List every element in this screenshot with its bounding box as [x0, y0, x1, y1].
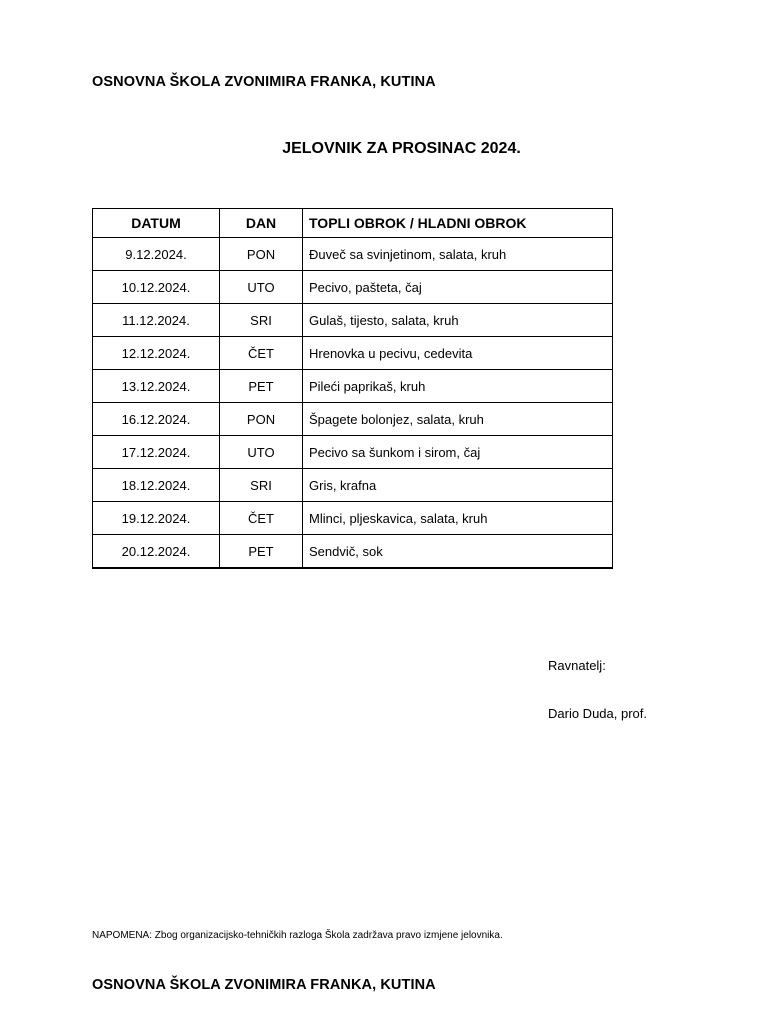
day-cell: PON [220, 238, 303, 271]
meal-cell: Gris, krafna [303, 469, 613, 502]
table-row [93, 337, 613, 370]
day-cell: ČET [220, 337, 303, 370]
page-title: JELOVNIK ZA PROSINAC 2024. [282, 140, 521, 157]
meal-cell: Mlinci, pljeskavica, salata, kruh [303, 502, 613, 535]
meal-cell: Pecivo, pašteta, čaj [303, 271, 613, 304]
meal-cell: Pileći paprikaš, kruh [303, 370, 613, 403]
school-name-footer: OSNOVNA ŠKOLA ZVONIMIRA FRANKA, KUTINA [92, 977, 436, 993]
day-cell: PON [220, 403, 303, 436]
meal-cell: Pecivo sa šunkom i sirom, čaj [303, 436, 613, 469]
day-cell: PET [220, 535, 303, 569]
date-cell: 11.12.2024. [93, 304, 220, 337]
meal-cell: Đuveč sa svinjetinom, salata, kruh [303, 238, 613, 271]
column-header-dan: DAN [220, 209, 303, 238]
footer-note: NAPOMENA: Zbog organizacijsko-tehničkih razloga Škola zadržava pravo izmjene jelovnika. [92, 930, 503, 941]
date-cell: 17.12.2024. [93, 436, 220, 469]
date-cell: 13.12.2024. [93, 370, 220, 403]
table-row [93, 271, 613, 304]
date-cell: 12.12.2024. [93, 337, 220, 370]
column-header-datum: DATUM [93, 209, 220, 238]
day-cell: PET [220, 370, 303, 403]
table-row [93, 370, 613, 403]
table-row [93, 502, 613, 535]
meal-cell: Špagete bolonjez, salata, kruh [303, 403, 613, 436]
date-cell: 20.12.2024. [93, 535, 220, 569]
table-row [93, 238, 613, 271]
date-cell: 19.12.2024. [93, 502, 220, 535]
table-row [93, 535, 613, 569]
meal-cell: Sendvič, sok [303, 535, 613, 569]
date-cell: 16.12.2024. [93, 403, 220, 436]
school-name-header: OSNOVNA ŠKOLA ZVONIMIRA FRANKA, KUTINA [92, 74, 436, 90]
column-header-meal: TOPLI OBROK / HLADNI OBROK [303, 209, 613, 238]
day-cell: UTO [220, 271, 303, 304]
day-cell: ČET [220, 502, 303, 535]
table-row [93, 469, 613, 502]
table-header-row [93, 209, 613, 238]
table-row [93, 403, 613, 436]
day-cell: SRI [220, 469, 303, 502]
date-cell: 10.12.2024. [93, 271, 220, 304]
table-row [93, 304, 613, 337]
menu-table [92, 208, 613, 569]
date-cell: 18.12.2024. [93, 469, 220, 502]
day-cell: UTO [220, 436, 303, 469]
meal-cell: Hrenovka u pecivu, cedevita [303, 337, 613, 370]
date-cell: 9.12.2024. [93, 238, 220, 271]
day-cell: SRI [220, 304, 303, 337]
signature-title: Ravnatelj: [548, 658, 606, 673]
signature-name: Dario Duda, prof. [548, 706, 647, 721]
table-row [93, 436, 613, 469]
meal-cell: Gulaš, tijesto, salata, kruh [303, 304, 613, 337]
